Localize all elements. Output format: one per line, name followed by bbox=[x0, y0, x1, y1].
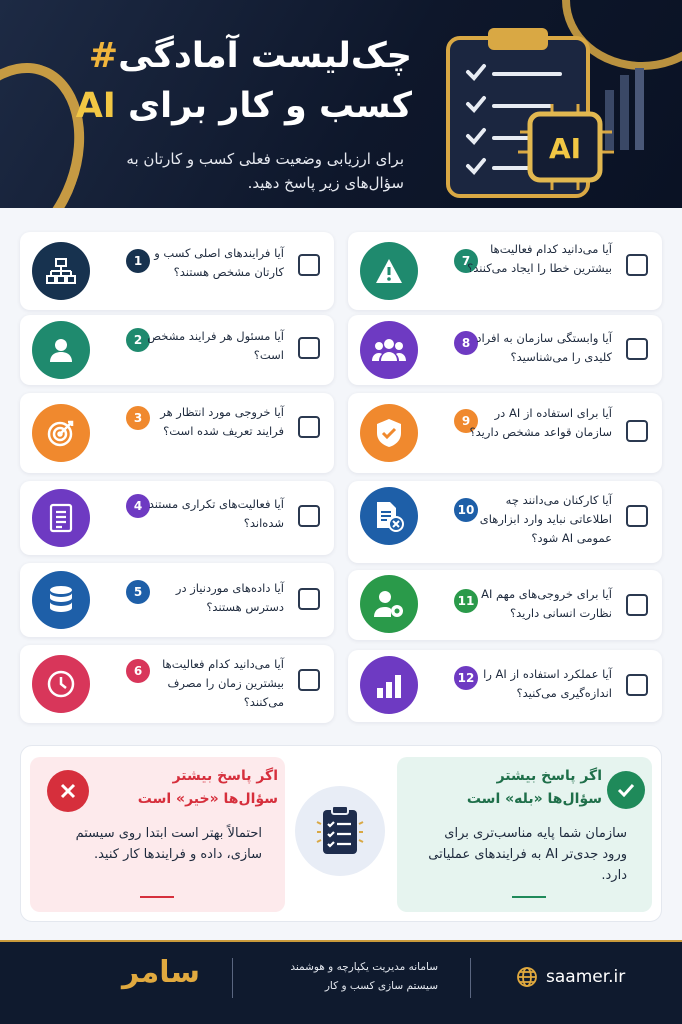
result-yes-underline bbox=[512, 896, 546, 898]
clipboard-icon bbox=[295, 786, 385, 876]
question-text: آیا عملکرد استفاده از AI را اندازه‌گیری می‌کنید؟ bbox=[483, 667, 612, 700]
question-card-7 bbox=[348, 232, 662, 310]
target-icon bbox=[32, 404, 90, 462]
org-chart-icon bbox=[32, 242, 90, 300]
footer-divider bbox=[232, 958, 233, 998]
question-card-12 bbox=[348, 650, 662, 722]
clock-icon bbox=[32, 655, 90, 713]
question-card-9 bbox=[348, 393, 662, 473]
result-no-body: احتمالاً بهتر است ابتدا روی سیستم سازی، داده و فرایندها کار کنید. bbox=[75, 826, 262, 862]
question-checkbox[interactable] bbox=[298, 588, 320, 610]
footer-divider bbox=[470, 958, 471, 998]
question-checkbox[interactable] bbox=[626, 420, 648, 442]
question-text: آیا داده‌های موردنیاز در دسترس هستند؟ bbox=[175, 581, 284, 614]
clipboard-ai-illustration bbox=[430, 20, 660, 200]
question-number: 11 bbox=[454, 589, 478, 613]
question-number: 1 bbox=[126, 249, 150, 273]
question-number: 2 bbox=[126, 328, 150, 352]
user-gear-icon bbox=[360, 575, 418, 633]
globe-icon bbox=[516, 966, 538, 988]
question-text: آیا مسئول هر فرایند مشخص است؟ bbox=[147, 329, 284, 362]
question-checkbox[interactable] bbox=[298, 669, 320, 691]
check-circle-icon bbox=[607, 771, 645, 809]
page-title-line1: چک‌لیست آمادگی# bbox=[88, 36, 412, 76]
page-subtitle: برای ارزیابی وضعیت فعلی کسب و کارتان به سؤال‌های زیر پاسخ دهید. bbox=[126, 150, 404, 192]
question-text: آیا می‌دانید کدام فعالیت‌ها بیشترین خطا را ایجاد می‌کنند؟ bbox=[467, 242, 612, 275]
result-yes-title: اگر پاسخ بیشتر سؤال‌ها «بله» است bbox=[466, 768, 602, 807]
question-card-3 bbox=[20, 393, 334, 473]
question-text: آیا می‌دانید کدام فعالیت‌ها بیشترین زمان را مصرف می‌کنند؟ bbox=[162, 657, 284, 709]
question-number: 12 bbox=[454, 666, 478, 690]
result-yes-body: سازمان شما پایه مناسب‌تری برای ورود جدی‌تر AI به فرایندهای عملیاتی دارد. bbox=[428, 826, 627, 883]
question-text: آیا برای استفاده از AI در سازمان قواعد مشخص دارید؟ bbox=[469, 406, 612, 439]
document-icon bbox=[32, 489, 90, 547]
brand-logo: سامر bbox=[122, 955, 201, 990]
question-text: آیا فعالیت‌های تکراری مستند شده‌اند؟ bbox=[148, 497, 284, 530]
shield-check-icon bbox=[360, 404, 418, 462]
database-icon bbox=[32, 571, 90, 629]
team-icon bbox=[360, 321, 418, 379]
question-text: آیا وابستگی سازمان به افراد کلیدی را می‌شناسید؟ bbox=[476, 331, 612, 364]
x-circle-icon bbox=[47, 770, 89, 812]
question-checkbox[interactable] bbox=[626, 254, 648, 276]
question-card-6 bbox=[20, 645, 334, 723]
question-checkbox[interactable] bbox=[298, 505, 320, 527]
question-number: 6 bbox=[126, 659, 150, 683]
file-x-icon bbox=[360, 487, 418, 545]
question-card-8 bbox=[348, 315, 662, 385]
question-card-10 bbox=[348, 481, 662, 563]
svg-text:AI: AI bbox=[548, 132, 582, 165]
question-text: آیا فرایندهای اصلی کسب و کارتان مشخص هستند؟ bbox=[154, 246, 284, 279]
question-checkbox[interactable] bbox=[626, 338, 648, 360]
question-number: 4 bbox=[126, 494, 150, 518]
question-card-5 bbox=[20, 563, 334, 637]
footer-tagline: سامانه مدیریت یکپارچه و هوشمند سیستم سازی کسب و کار bbox=[290, 961, 438, 992]
question-card-11 bbox=[348, 570, 662, 640]
question-text: آیا برای خروجی‌های مهم AI نظارت انسانی دارید؟ bbox=[481, 587, 612, 620]
question-text: آیا خروجی مورد انتظار هر فرایند تعریف شده است؟ bbox=[160, 405, 284, 438]
person-icon bbox=[32, 321, 90, 379]
warning-icon bbox=[360, 242, 418, 300]
question-card-1 bbox=[20, 232, 334, 310]
question-number: 9 bbox=[454, 409, 478, 433]
question-checkbox[interactable] bbox=[626, 505, 648, 527]
question-checkbox[interactable] bbox=[626, 594, 648, 616]
page-title-line2: کسب و کار برای AI bbox=[75, 86, 412, 126]
bar-chart-icon bbox=[360, 656, 418, 714]
website-text: saamer.ir bbox=[546, 967, 626, 987]
question-card-2 bbox=[20, 315, 334, 385]
question-number: 3 bbox=[126, 406, 150, 430]
question-checkbox[interactable] bbox=[298, 416, 320, 438]
question-number: 10 bbox=[454, 498, 478, 522]
question-checkbox[interactable] bbox=[298, 254, 320, 276]
question-number: 5 bbox=[126, 580, 150, 604]
question-checkbox[interactable] bbox=[298, 337, 320, 359]
question-card-4 bbox=[20, 481, 334, 555]
result-no-title: اگر پاسخ بیشتر سؤال‌ها «خیر» است bbox=[137, 768, 278, 807]
question-checkbox[interactable] bbox=[626, 674, 648, 696]
question-number: 8 bbox=[454, 331, 478, 355]
result-no-underline bbox=[140, 896, 174, 898]
question-number: 7 bbox=[454, 249, 478, 273]
question-text: آیا کارکنان می‌دانند چه اطلاعاتی نباید وارد ابزارهای عمومی AI شود؟ bbox=[479, 493, 612, 545]
website-link[interactable] bbox=[516, 966, 625, 988]
